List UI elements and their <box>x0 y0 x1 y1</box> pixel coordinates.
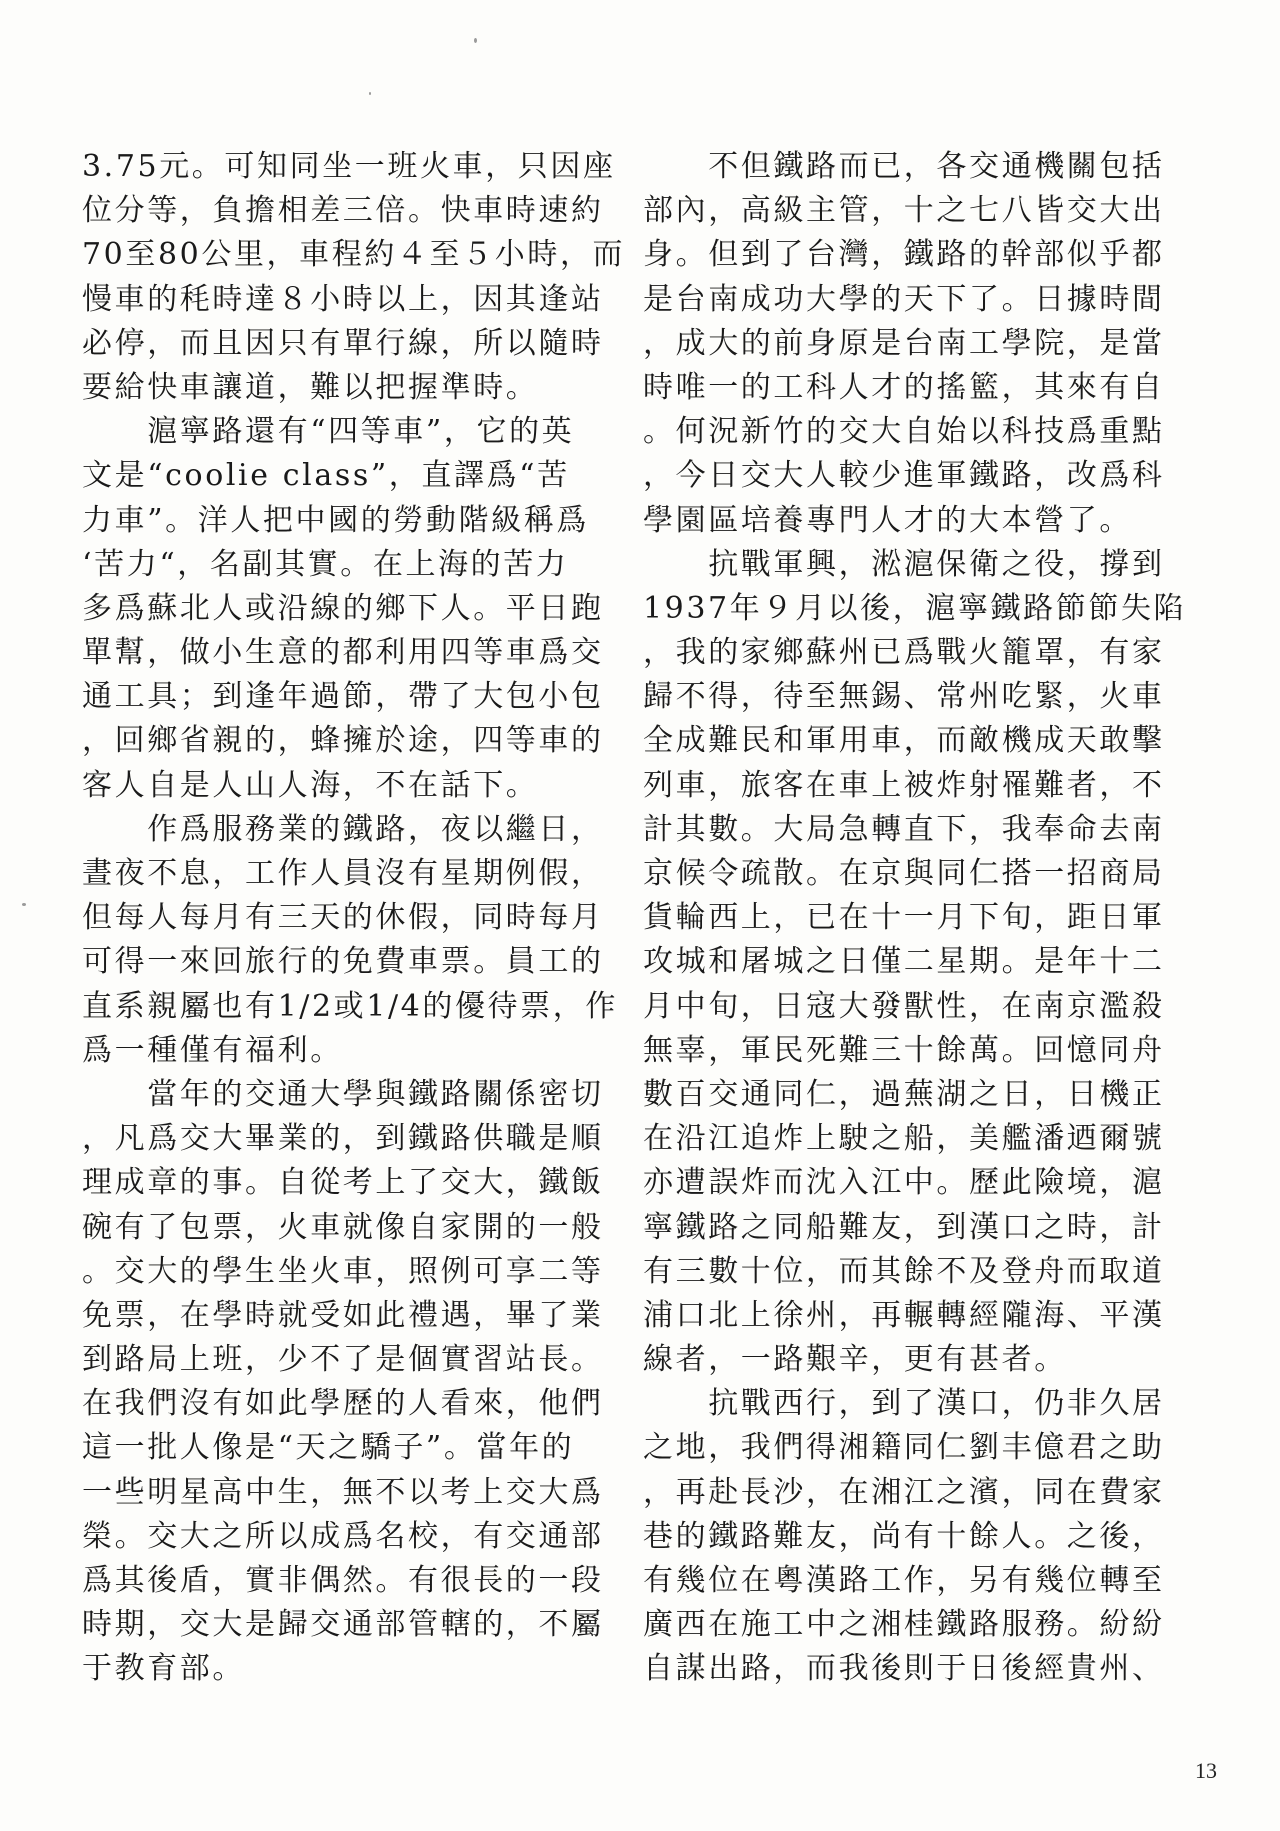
text-line: 力車”。洋人把中國的勞動階級稱爲 <box>82 502 589 538</box>
text-line: 抗戰軍興，淞滬保衛之役，撐到 <box>643 546 1165 582</box>
text-line: 不但鐵路而已，各交通機關包括 <box>643 149 1165 184</box>
text-line: 單幫，做小生意的都利用四等車爲交 <box>82 635 604 671</box>
text-line: 月中旬，日寇大發獸性，在南京濫殺 <box>643 988 1165 1024</box>
text-line: 浦口北上徐州，再輾轉經隴海、平漢 <box>643 1297 1165 1333</box>
text-line: 線者，一路艱辛，更有甚者。 <box>643 1342 1067 1378</box>
text-line: 時唯一的工科人才的搖籃，其來有自 <box>643 369 1165 405</box>
text-line: 這一批人像是“天之驕子”。當年的 <box>82 1430 575 1466</box>
text-line: 客人自是人山人海，不在話下。 <box>82 767 539 803</box>
right-text-column <box>643 145 1187 1692</box>
text-line: 有三數十位，而其餘不及登舟而取道 <box>643 1253 1165 1289</box>
scan-speck <box>22 903 26 906</box>
text-line: 當年的交通大學與鐵路關係密切 <box>82 1076 604 1112</box>
text-line: 身。但到了台灣，鐵路的幹部似乎都 <box>643 237 1165 273</box>
text-line: 多爲蘇北人或沿線的鄉下人。平日跑 <box>82 590 604 626</box>
text-line: 在我們沒有如此學歷的人看來，他們 <box>82 1386 604 1422</box>
text-line: ‘苦力“，名副其實。在上海的苦力 <box>82 546 569 582</box>
text-line: 攻城和屠城之日僅二星期。是年十二 <box>643 944 1165 980</box>
left-text-column <box>82 145 626 1692</box>
text-line: 爲一種僅有福利。 <box>82 1032 343 1068</box>
text-line: 貨輪西上，已在十一月下旬，距日軍 <box>643 900 1165 936</box>
text-line: 位分等，負擔相差三倍。快車時速約 <box>82 193 604 229</box>
text-line: ，成大的前身原是台南工學院，是當 <box>643 325 1165 361</box>
text-line: 要給快車讓道，難以把握準時。 <box>82 369 539 405</box>
text-line: 于教育部。 <box>82 1651 245 1687</box>
text-line: 列車，旅客在車上被炸射罹難者，不 <box>643 767 1165 803</box>
text-line: 榮。交大之所以成爲名校，有交通部 <box>82 1518 604 1554</box>
text-line: 1937年９月以後，滬寧鐵路節節失陷 <box>643 590 1187 626</box>
text-line: 歸不得，待至無錫、常州吃緊，火車 <box>643 679 1165 715</box>
text-line: 到路局上班，少不了是個實習站長。 <box>82 1342 604 1378</box>
text-line: ，再赴長沙，在湘江之濱，同在費家 <box>643 1474 1165 1510</box>
text-line: 碗有了包票，火車就像自家開的一般 <box>82 1209 604 1245</box>
text-line: ，我的家鄉蘇州已爲戰火籠罩，有家 <box>643 635 1165 671</box>
text-line: 數百交通同仁，過蕪湖之日，日機正 <box>643 1076 1165 1112</box>
text-line: 寧鐵路之同船難友，到漢口之時，計 <box>643 1209 1165 1245</box>
text-line: 但每人每月有三天的休假，同時每月 <box>82 900 604 936</box>
text-line: 文是“coolie class”，直譯爲“苦 <box>82 458 570 494</box>
text-line: ，今日交大人較少進軍鐵路，改爲科 <box>643 458 1165 494</box>
text-line: 直系親屬也有1/2或1/4的優待票，作 <box>82 988 618 1024</box>
text-line: 巷的鐵路難友，尚有十餘人。之後， <box>643 1518 1165 1554</box>
text-line: 全成難民和軍用車，而敵機成天敢擊 <box>643 723 1165 759</box>
text-line: 滬寧路還有“四等車”，它的英 <box>82 414 575 450</box>
text-line: ，凡爲交大畢業的，到鐵路供職是順 <box>82 1121 604 1157</box>
text-line: 計其數。大局急轉直下，我奉命去南 <box>643 811 1165 847</box>
text-line: 是台南成功大學的天下了。日據時間 <box>643 281 1165 317</box>
text-line: 學園區培養專門人才的大本營了。 <box>643 502 1132 538</box>
text-line: 3.75元。可知同坐一班火車，只因座 <box>82 149 616 184</box>
text-line: 之地，我們得湘籍同仁劉丰億君之助 <box>643 1430 1165 1466</box>
text-line: 。何況新竹的交大自始以科技爲重點 <box>643 414 1165 450</box>
text-line: 。交大的學生坐火車，照例可享二等 <box>82 1253 604 1289</box>
text-line: 亦遭誤炸而沈入江中。歷此險境，滬 <box>643 1165 1165 1201</box>
text-line: 時期，交大是歸交通部管轄的，不屬 <box>82 1607 604 1643</box>
text-line: 爲其後盾，實非偶然。有很長的一段 <box>82 1563 604 1598</box>
text-line: ，回鄉省親的，蜂擁於途，四等車的 <box>82 723 604 759</box>
text-line: 京候令疏散。在京與同仁搭一招商局 <box>643 856 1165 891</box>
text-line: 無辜，軍民死難三十餘萬。回憶同舟 <box>643 1032 1165 1068</box>
scan-speck <box>474 38 477 43</box>
text-line: 作爲服務業的鐵路，夜以繼日， <box>82 811 604 847</box>
text-line: 晝夜不息，工作人員沒有星期例假， <box>82 856 604 891</box>
text-line: 慢車的秏時達８小時以上，因其逢站 <box>82 281 604 317</box>
text-line: 理成章的事。自從考上了交大，鐵飯 <box>82 1165 604 1201</box>
text-line: 一些明星高中生，無不以考上交大爲 <box>82 1474 604 1510</box>
text-line: 部內，高級主管，十之七八皆交大出 <box>643 193 1165 229</box>
text-line: 抗戰西行，到了漢口，仍非久居 <box>643 1386 1165 1422</box>
text-line: 自謀出路，而我後則于日後經貴州、 <box>643 1651 1165 1687</box>
text-line: 可得一來回旅行的免費車票。員工的 <box>82 944 604 980</box>
text-line: 必停，而且因只有單行線，所以隨時 <box>82 325 604 361</box>
text-line: 通工具；到逢年過節，帶了大包小包 <box>82 679 604 715</box>
text-line: 廣西在施工中之湘桂鐵路服務。紛紛 <box>643 1607 1165 1643</box>
page-number: 13 <box>1195 1758 1217 1783</box>
text-line: 有幾位在粵漢路工作，另有幾位轉至 <box>643 1563 1165 1598</box>
scan-speck <box>369 92 371 95</box>
text-line: 70至80公里，車程約４至５小時，而 <box>82 237 626 273</box>
text-line: 免票，在學時就受如此禮遇，畢了業 <box>82 1297 604 1333</box>
text-line: 在沿江追炸上駛之船，美艦潘迺爾號 <box>643 1121 1165 1157</box>
